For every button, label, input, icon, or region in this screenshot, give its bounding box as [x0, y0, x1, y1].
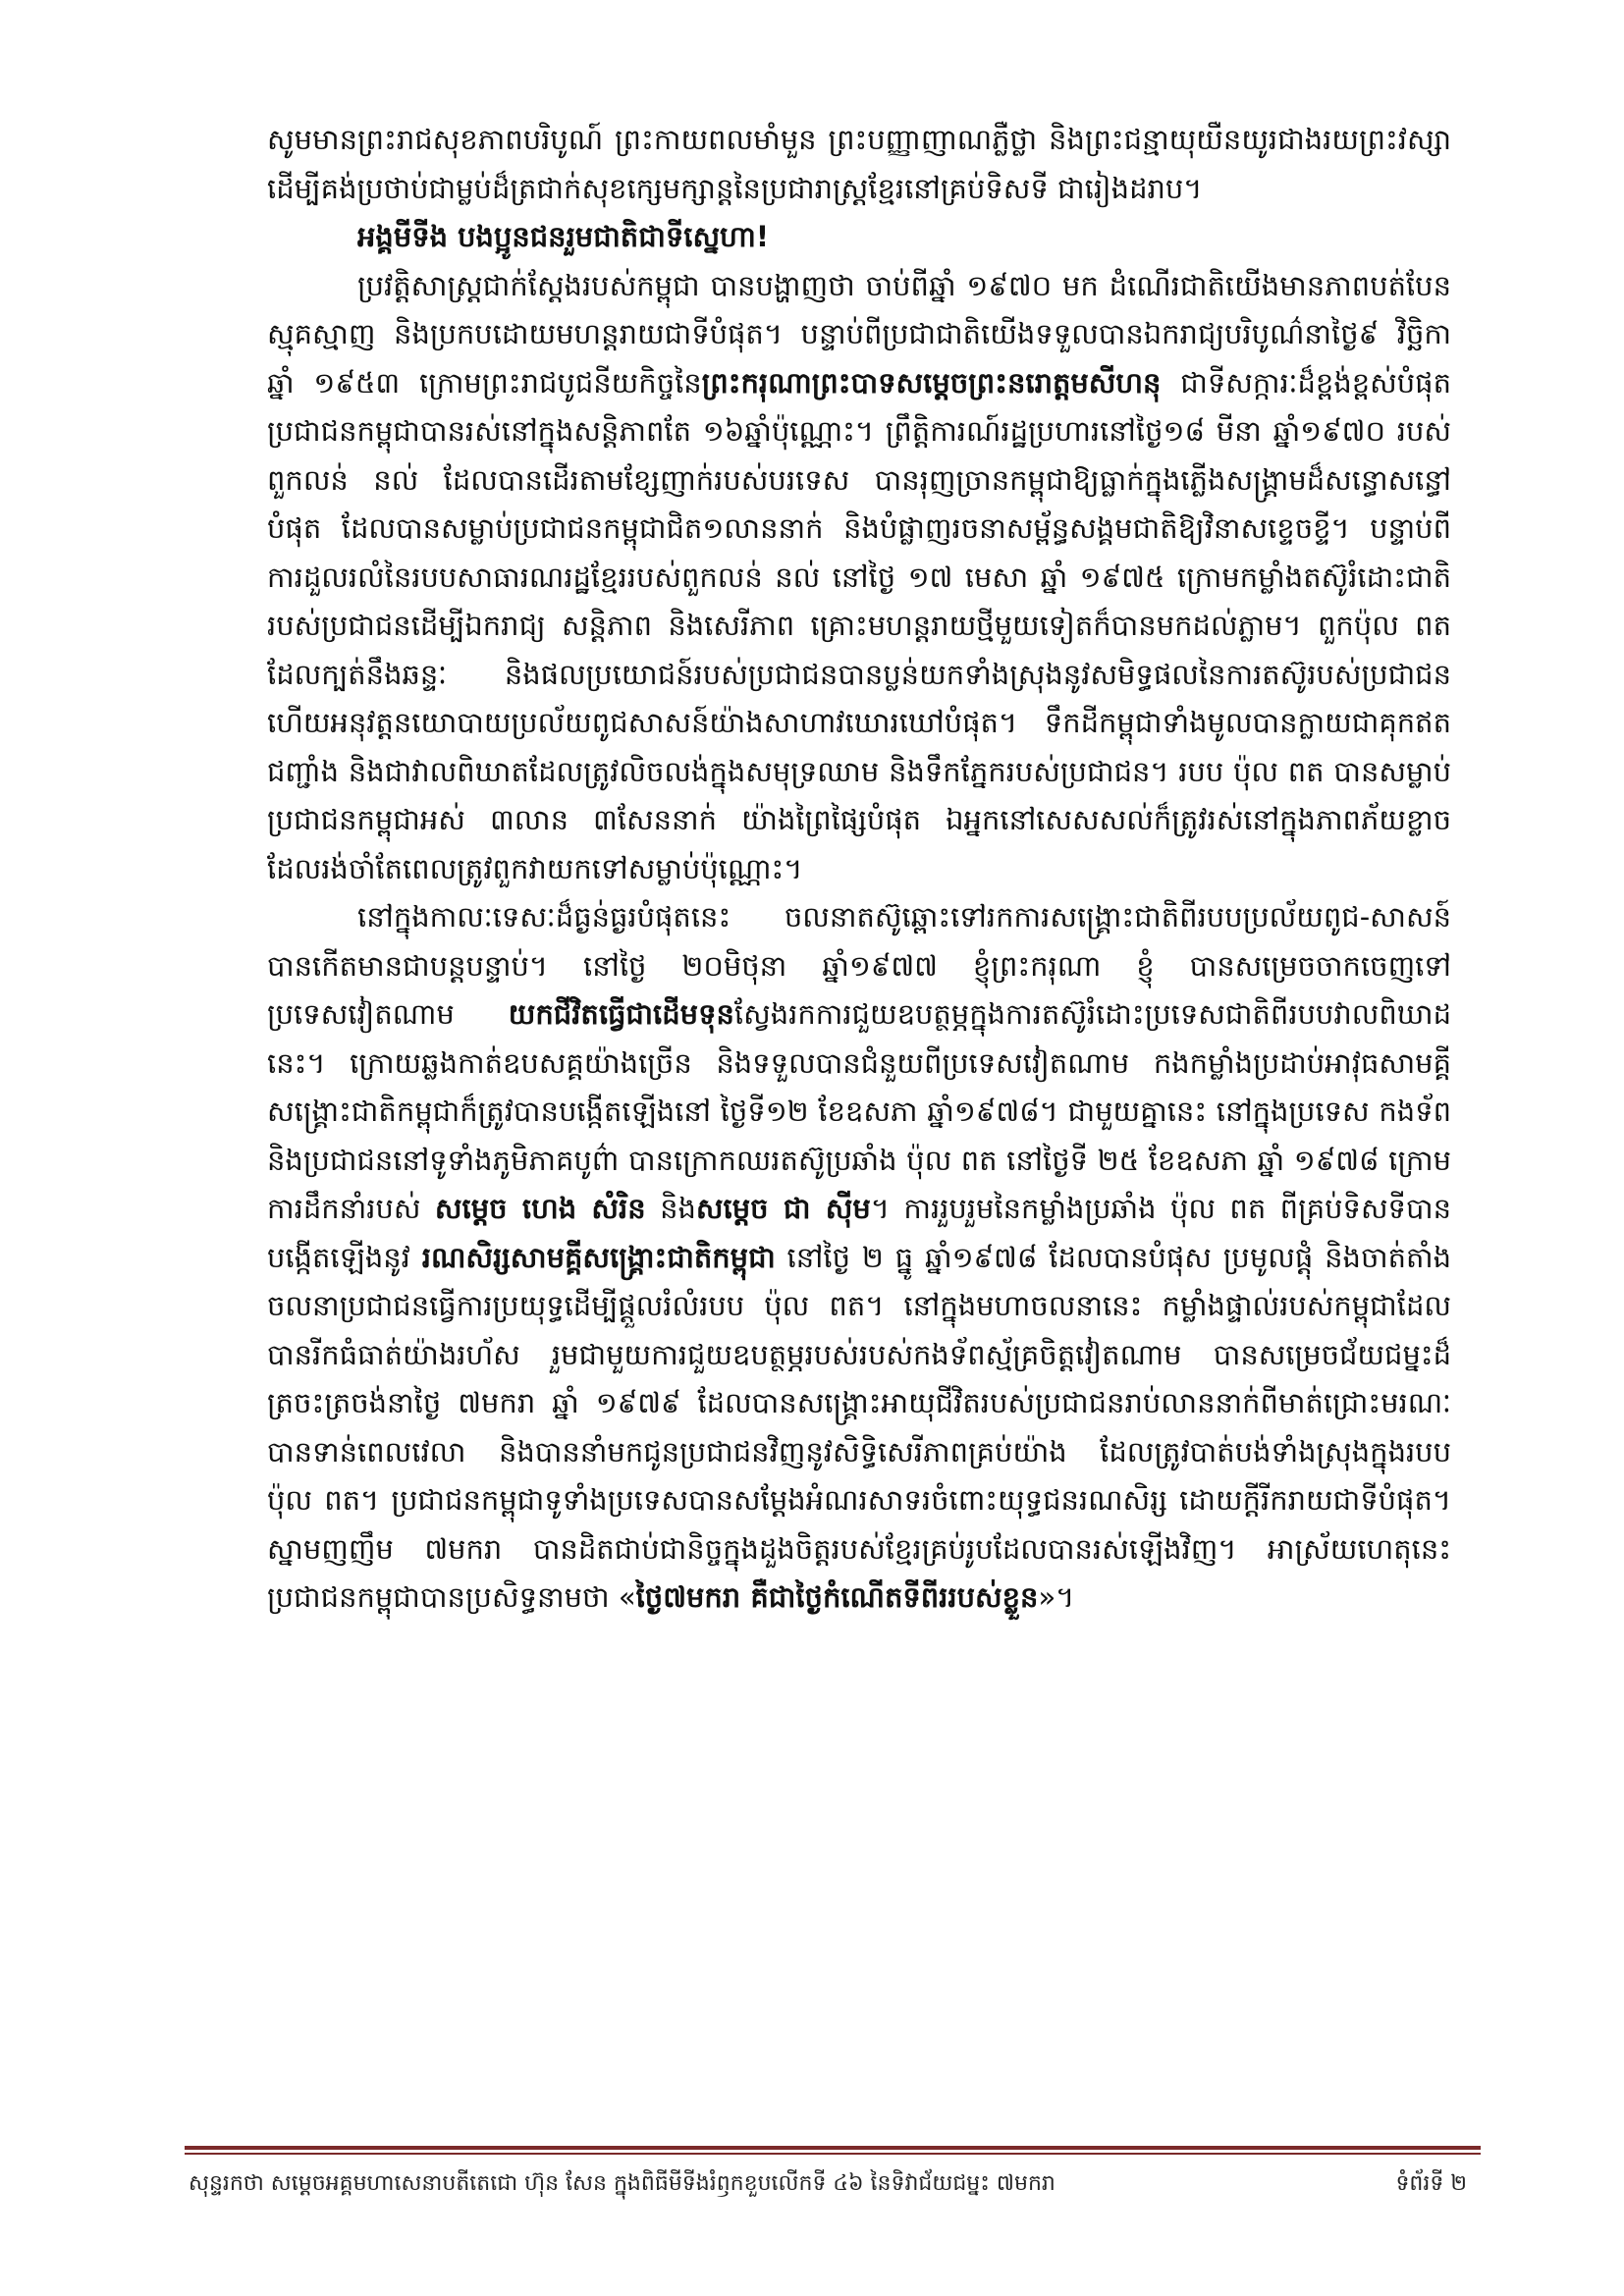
page-number: ទំព័រទី ២	[1395, 2171, 1467, 2196]
paragraph	[267, 116, 1451, 213]
text-run: សូមមានព្រះរាជសុខភាពបរិបូណ៍ ព្រះកាយពលមាំមួន ព្រះបញ្ញាញាណភ្លឺថ្លា និងព្រះជន្មាយុយឺនយូរជាងរយព្រះវស្សា ដើម្បីគង់ប្រថាប់ជាម្លប់ដ៏ត្រជាក់សុខក្សេមក្សាន្តនៃប្រជារាស្ត្រខ្មែរនៅគ្រប់ទិសទី ជារៀងដរាប។	[267, 123, 1451, 205]
text-run: »។	[1038, 1580, 1075, 1614]
text-run: ។ ការរួបរួមនៃកម្លាំងប្រឆាំង ប៉ុល ពត ពីគ្រប់ទិសទីបានបង្កើតឡើងនូវ	[267, 1192, 1451, 1274]
footer-divider	[185, 2146, 1481, 2150]
text-run: នៅក្នុងកាលៈទេសៈដ៏ធ្ងន់ធ្ងរបំផុតនេះ ចលនាតស៊ូឆ្ពោះទៅរកការសង្គ្រោះជាតិពីរបបប្រល័យពូជ-សាសន៍បានកើតមានជាបន្តបន្ទាប់។ នៅថ្ងៃ ២០មិថុនា ឆ្នាំ១៩៧៧ ខ្ញុំព្រះករុណា ខ្ញុំ បានសម្រេចចាកចេញទៅប្រទេសវៀតណាម	[267, 900, 1451, 1031]
bold-text: ថ្ងៃ៧មករា គឺជាថ្ងៃកំណើតទីពីររបស់ខ្លួន	[635, 1580, 1039, 1614]
text-run: ប្រវត្តិសាស្ត្រជាក់ស្តែងរបស់កម្ពុជា បានបង្ហាញថា ចាប់ពីឆ្នាំ ១៩៧០ មក ដំណើរជាតិយើងមានភាពបត់បែន ស្មុគស្មាញ និងប្រកបដោយមហន្តរាយជាទីបំផុត។ បន្ទាប់ពីប្រជាជាតិយើងទទួលបានឯករាជ្យបរិបូណ៌នាថ្ងៃ៩ វិច្ឆិកា ឆ្នាំ ១៩៥៣ ក្រោមព្រះរាជបូជនីយកិច្ចនៃ	[267, 268, 1451, 400]
bold-text: អង្គមីទីង បងប្អូនជនរួមជាតិជាទីស្នេហា!	[357, 220, 770, 253]
footer-title: សុន្ទរកថា សម្តេចអគ្គមហាសេនាបតីតេជោ ហ៊ុន សែន ក្នុងពិធីមីទីងរំឭកខួបលើកទី ៤៦ នៃទិវាជ័យជម្នះ ៧មករា	[189, 2171, 1056, 2196]
paragraph	[267, 893, 1451, 1623]
document-body	[267, 116, 1451, 1623]
paragraph	[267, 262, 1451, 894]
text-run: ស្វែងរកការជួយឧបត្ថម្ភក្នុងការតស៊ូរំដោះប្រទេសជាតិពីរបបវាលពិឃាដនេះ។ ក្រោយឆ្លងកាត់ឧបសគ្គយ៉ាងច្រើន និងទទួលបានជំនួយពីប្រទេសវៀតណាម កងកម្លាំងប្រដាប់អាវុធសាមគ្គីសង្គ្រោះជាតិកម្ពុជាក៏ត្រូវបានបង្កើតឡើងនៅ ថ្ងៃទី១២ ខែឧសភា ឆ្នាំ១៩៧៨។ ជាមួយគ្នានេះ នៅក្នុងប្រទេស កងទ័ព និងប្រជាជននៅទូទាំងភូមិភាគបូព៌ា បានក្រោកឈរតស៊ូប្រឆាំង ប៉ុល ពត នៅថ្ងៃទី ២៥ ខែឧសភា ឆ្នាំ ១៩៧៨ ក្រោមការដឹកនាំរបស់	[267, 997, 1451, 1225]
bold-text: ព្រះករុណាព្រះបាទសម្តេចព្រះនរោត្តមសីហនុ	[701, 365, 1162, 400]
footer-divider-thin	[185, 2153, 1481, 2155]
bold-text: យកជីវិតធ្វើជាដើមទុន	[508, 997, 734, 1031]
text-run: ជាទីសក្ការៈដ៏ខ្ពង់ខ្ពស់បំផុត ប្រជាជនកម្ពុជាបានរស់នៅក្នុងសន្តិភាពតែ ១៦ឆ្នាំប៉ុណ្ណោះ។ ព្រឹត្តិការណ៍រដ្ឋប្រហារនៅថ្ងៃ១៨ មីនា ឆ្នាំ១៩៧០ របស់ពួកលន់ នល់ ដែលបានដើរតាមខ្សែញាក់របស់បរទេស បានរុញច្រានកម្ពុជាឱ្យធ្លាក់ក្នុងភ្លើងសង្គ្រាមដ៏សន្ធោសន្ធៅបំផុត ដែលបានសម្លាប់ប្រជាជនកម្ពុជាជិត១លាននាក់ និងបំផ្លាញរចនាសម្ព័ន្ធសង្គមជាតិឱ្យវិនាសខ្ទេចខ្ទី។ បន្ទាប់ពីការដួលរលំនៃរបបសាធារណរដ្ឋខ្មែររបស់ពួកលន់ នល់ នៅថ្ងៃ ១៧ មេសា ឆ្នាំ ១៩៧៥ ក្រោមកម្លាំងតស៊ូរំដោះជាតិរបស់ប្រជាជនដើម្បីឯករាជ្យ សន្តិភាព និងសេរីភាព គ្រោះមហន្តរាយថ្មីមួយទៀតក៏បានមកដល់ភ្លាម។ ពួកប៉ុល ពត ដែលក្បត់នឹងឆន្ទៈ និងផលប្រយោជន៍របស់ប្រជាជនបានប្លន់យកទាំងស្រុងនូវសមិទ្ធផលនៃការតស៊ូរបស់ប្រជាជន ហើយអនុវត្តនយោបាយប្រល័យពូជសាសន៍យ៉ាងសាហាវឃោរឃៅបំផុត។ ទឹកដីកម្ពុជាទាំងមូលបានក្លាយជាគុកឥតជញ្ជាំង និងជាវាលពិឃាតដែលត្រូវលិចលង់ក្នុងសមុទ្រឈាម និងទឹកភ្នែករបស់ប្រជាជន។ របប ប៉ុល ពត បានសម្លាប់ប្រជាជនកម្ពុជាអស់ ៣លាន ៣សែននាក់ យ៉ាងព្រៃផ្សៃបំផុត ឯអ្នកនៅសេសសល់ក៏ត្រូវរស់នៅក្នុងភាពភ័យខ្លាច ដែលរង់ចាំតែពេលត្រូវពួកវាយកទៅសម្លាប់ប៉ុណ្ណោះ។	[267, 365, 1451, 885]
bold-text: រណសិរ្សសាមគ្គីសង្គ្រោះជាតិកម្ពុជា	[421, 1240, 776, 1274]
paragraph	[267, 213, 1451, 262]
text-run: និង	[645, 1192, 696, 1225]
text-run: នៅថ្ងៃ ២ ធ្នូ ឆ្នាំ១៩៧៨ ដែលបានបំផុស ប្រមូលផ្តុំ និងចាត់តាំងចលនាប្រជាជនធ្វើការប្រយុទ្ធដើម្បីផ្តួលរំលំរបប ប៉ុល ពត។ នៅក្នុងមហាចលនានេះ កម្លាំងផ្ទាល់របស់កម្ពុជាដែលបានរីកធំធាត់យ៉ាងរហ័ស រួមជាមួយការជួយឧបត្ថម្ភរបស់របស់កងទ័ពស្ម័គ្រចិត្តវៀតណាម បានសម្រេចជ័យជម្នះដ៏ត្រចះត្រចង់នាថ្ងៃ ៧មករា ឆ្នាំ ១៩៧៩ ដែលបានសង្គ្រោះអាយុជីវិតរបស់ប្រជាជនរាប់លាននាក់ពីមាត់ជ្រោះមរណៈបានទាន់ពេលវេលា និងបាននាំមកជូនប្រជាជនវិញនូវសិទ្ធិសេរីភាពគ្រប់យ៉ាង ដែលត្រូវបាត់បង់ទាំងស្រុងក្នុងរបប ប៉ុល ពត។ ប្រជាជនកម្ពុជាទូទាំងប្រទេសបានសម្តែងអំណរសាទរចំពោះយុទ្ធជនរណសិរ្ស ដោយក្តីរីករាយជាទីបំផុត។ ស្នាមញញឹម ៧មករា បានដិតជាប់ជានិច្ចក្នុងដួងចិត្តរបស់ខ្មែរគ្រប់រូបដែលបានរស់ឡើងវិញ។ អាស្រ័យហេតុនេះ ប្រជាជនកម្ពុជាបានប្រសិទ្ធនាមថា «	[267, 1240, 1452, 1614]
bold-text: សម្តេច ហេង សំរិន	[434, 1192, 646, 1225]
bold-text: សម្តេច ជា ស៊ីម	[695, 1192, 871, 1225]
